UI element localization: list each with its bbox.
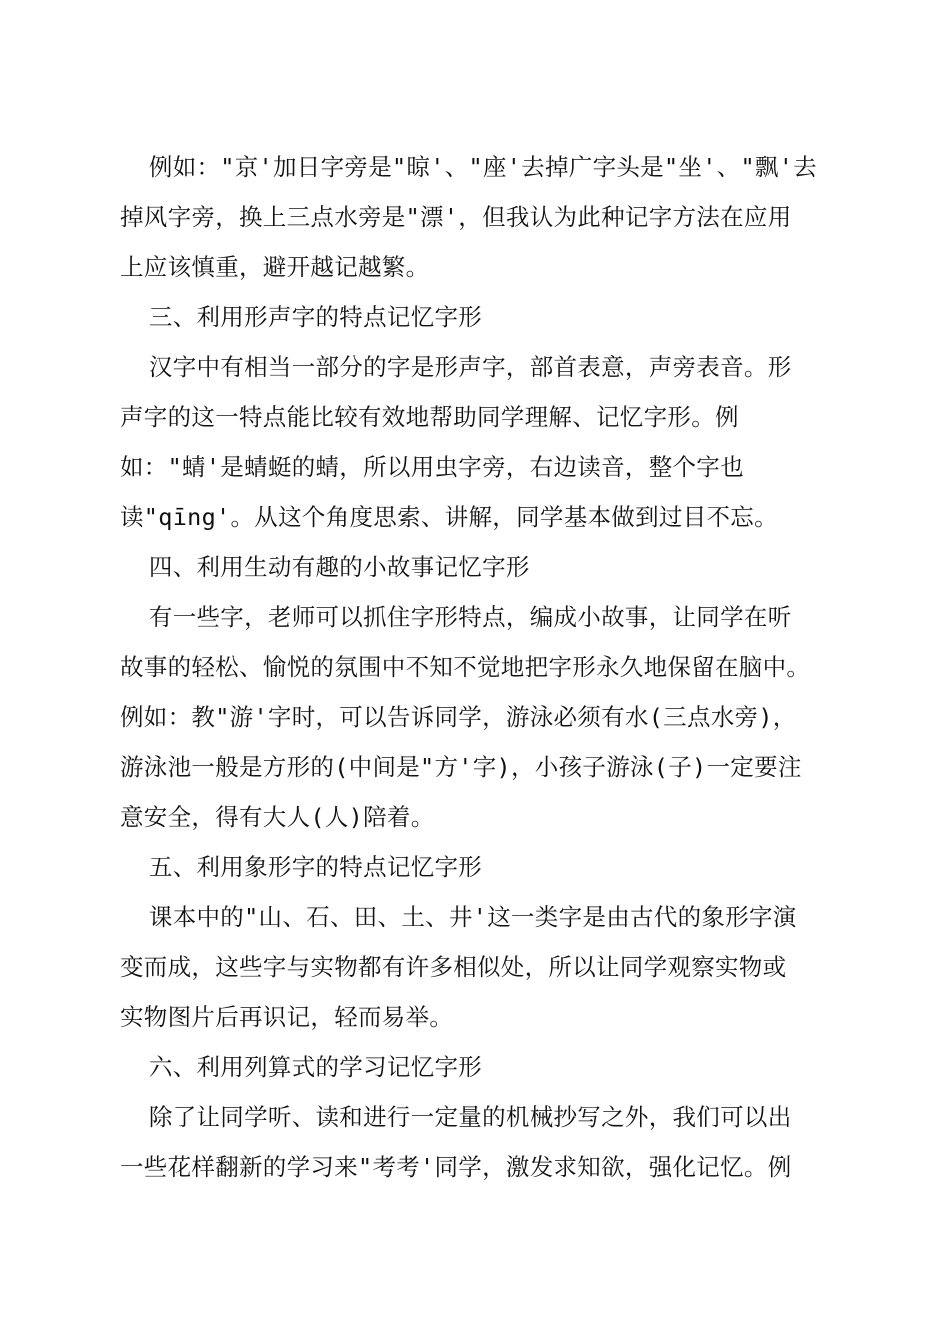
text-line: 例如：教"游'字时，可以告诉同学，游泳必须有水(三点水旁)，: [120, 703, 797, 731]
text-line: 上应该慎重，避开越记越繁。: [120, 253, 430, 281]
section-heading: 五、利用象形字的特点记忆字形: [120, 853, 483, 881]
text-line: 读"qīng'。从这个角度思索、讲解，同学基本做到过目不忘。: [120, 503, 778, 531]
text-line: 例如："京'加日字旁是"晾'、"座'去掉广字头是"坐'、"飘'去: [120, 153, 817, 181]
section-heading: 三、利用形声字的特点记忆字形: [120, 303, 483, 331]
text-line: 游泳池一般是方形的(中间是"方'字)，小孩子游泳(子)一定要注: [120, 753, 802, 781]
text-line: 有一些字，老师可以抓住字形特点，编成小故事，让同学在听: [120, 603, 792, 631]
text-line: 实物图片后再识记，轻而易举。: [120, 1003, 454, 1031]
text-line: 如："蜻'是蜻蜓的蜻，所以用虫字旁，右边读音，整个字也: [120, 453, 744, 481]
text-line: 除了让同学听、读和进行一定量的机械抄写之外，我们可以出: [120, 1103, 792, 1131]
text-line: 故事的轻松、愉悦的氛围中不知不觉地把字形永久地保留在脑中。: [120, 653, 811, 681]
text-line: 汉字中有相当一部分的字是形声字，部首表意，声旁表音。形: [120, 353, 792, 381]
text-line: 意安全，得有大人(人)陪着。: [120, 803, 435, 831]
text-line: 掉风字旁，换上三点水旁是"漂'，但我认为此种记字方法在应用: [120, 203, 792, 231]
document-body: [120, 142, 840, 1192]
text-line: 一些花样翻新的学习来"考考'同学，激发求知欲，强化记忆。例: [120, 1153, 792, 1181]
section-heading: 四、利用生动有趣的小故事记忆字形: [120, 553, 530, 581]
text-line: 变而成，这些字与实物都有许多相似处，所以让同学观察实物或: [120, 953, 787, 981]
text-line: 课本中的"山、石、田、土、井'这一类字是由古代的象形字演: [120, 903, 797, 931]
text-line: 声字的这一特点能比较有效地帮助同学理解、记忆字形。例: [120, 403, 739, 431]
section-heading: 六、利用列算式的学习记忆字形: [120, 1053, 483, 1081]
